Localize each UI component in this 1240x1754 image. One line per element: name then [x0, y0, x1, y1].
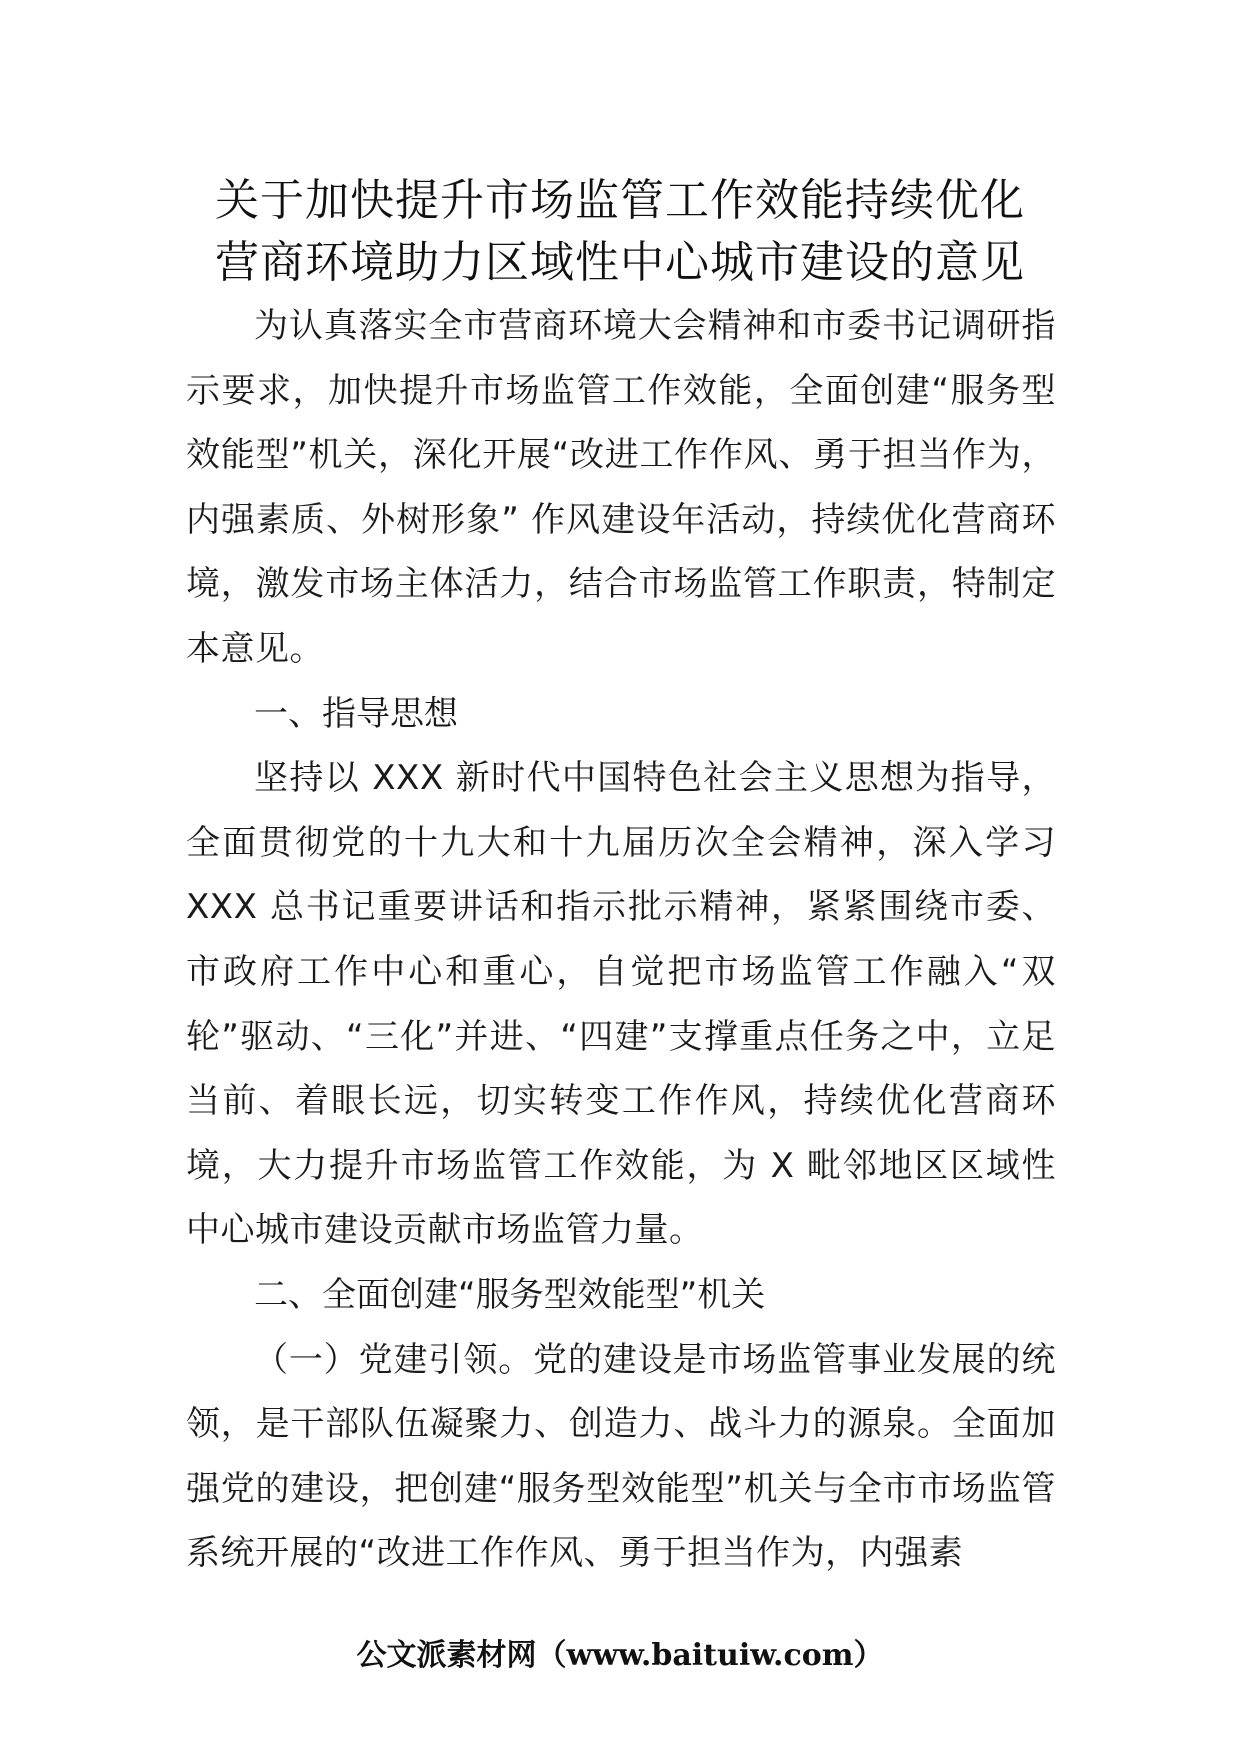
party-building-paragraph: （一）党建引领。党的建设是市场监管事业发展的统领，是干部队伍凝聚力、创造力、战斗力的源泉。全面加强党的建设，把创建“服务型效能型”机关与全市市场监管系统开展的“改进工作作风、勇于担当作为，内强素: [186, 1339, 1056, 1574]
section-heading-2: 二、全面创建“服务型效能型”机关: [254, 1274, 766, 1315]
section-heading-1: 一、指导思想: [254, 693, 458, 734]
guiding-thought-paragraph: 坚持以 XXX 新时代中国特色社会主义思想为指导，全面贯彻党的十九大和十九届历次全会精神，深入学习 XXX 总书记重要讲话和指示批示精神，紧紧围绕市委、市政府工作中心和重心，自觉把市场监管工作融入“双轮”驱动、“三化”并进、“四建”支撑重点任务之中，立足当前、着眼长远，切实转变工作作风，持续优化营商环境，大力提升市场监管工作效能，为 X 毗邻地区区域性中心城市建设贡献市场监管力量。: [186, 758, 1056, 1251]
document-body: [186, 294, 1056, 1586]
title-line-1: 关于加快提升市场监管工作效能持续优化: [215, 175, 1025, 226]
title-line-2: 营商环境助力区域性中心城市建设的意见: [215, 237, 1025, 288]
footer-watermark: 公文派素材网（www.baituiw.com）: [356, 1638, 884, 1673]
document-title: [170, 170, 1070, 294]
intro-paragraph: 为认真落实全市营商环境大会精神和市委书记调研指示要求，加快提升市场监管工作效能，全面创建“服务型效能型”机关，深化开展“改进工作作风、勇于担当作为，内强素质、外树形象” 作风建设年活动，持续优化营商环境，激发市场主体活力，结合市场监管工作职责，特制定本意见。: [186, 306, 1056, 669]
